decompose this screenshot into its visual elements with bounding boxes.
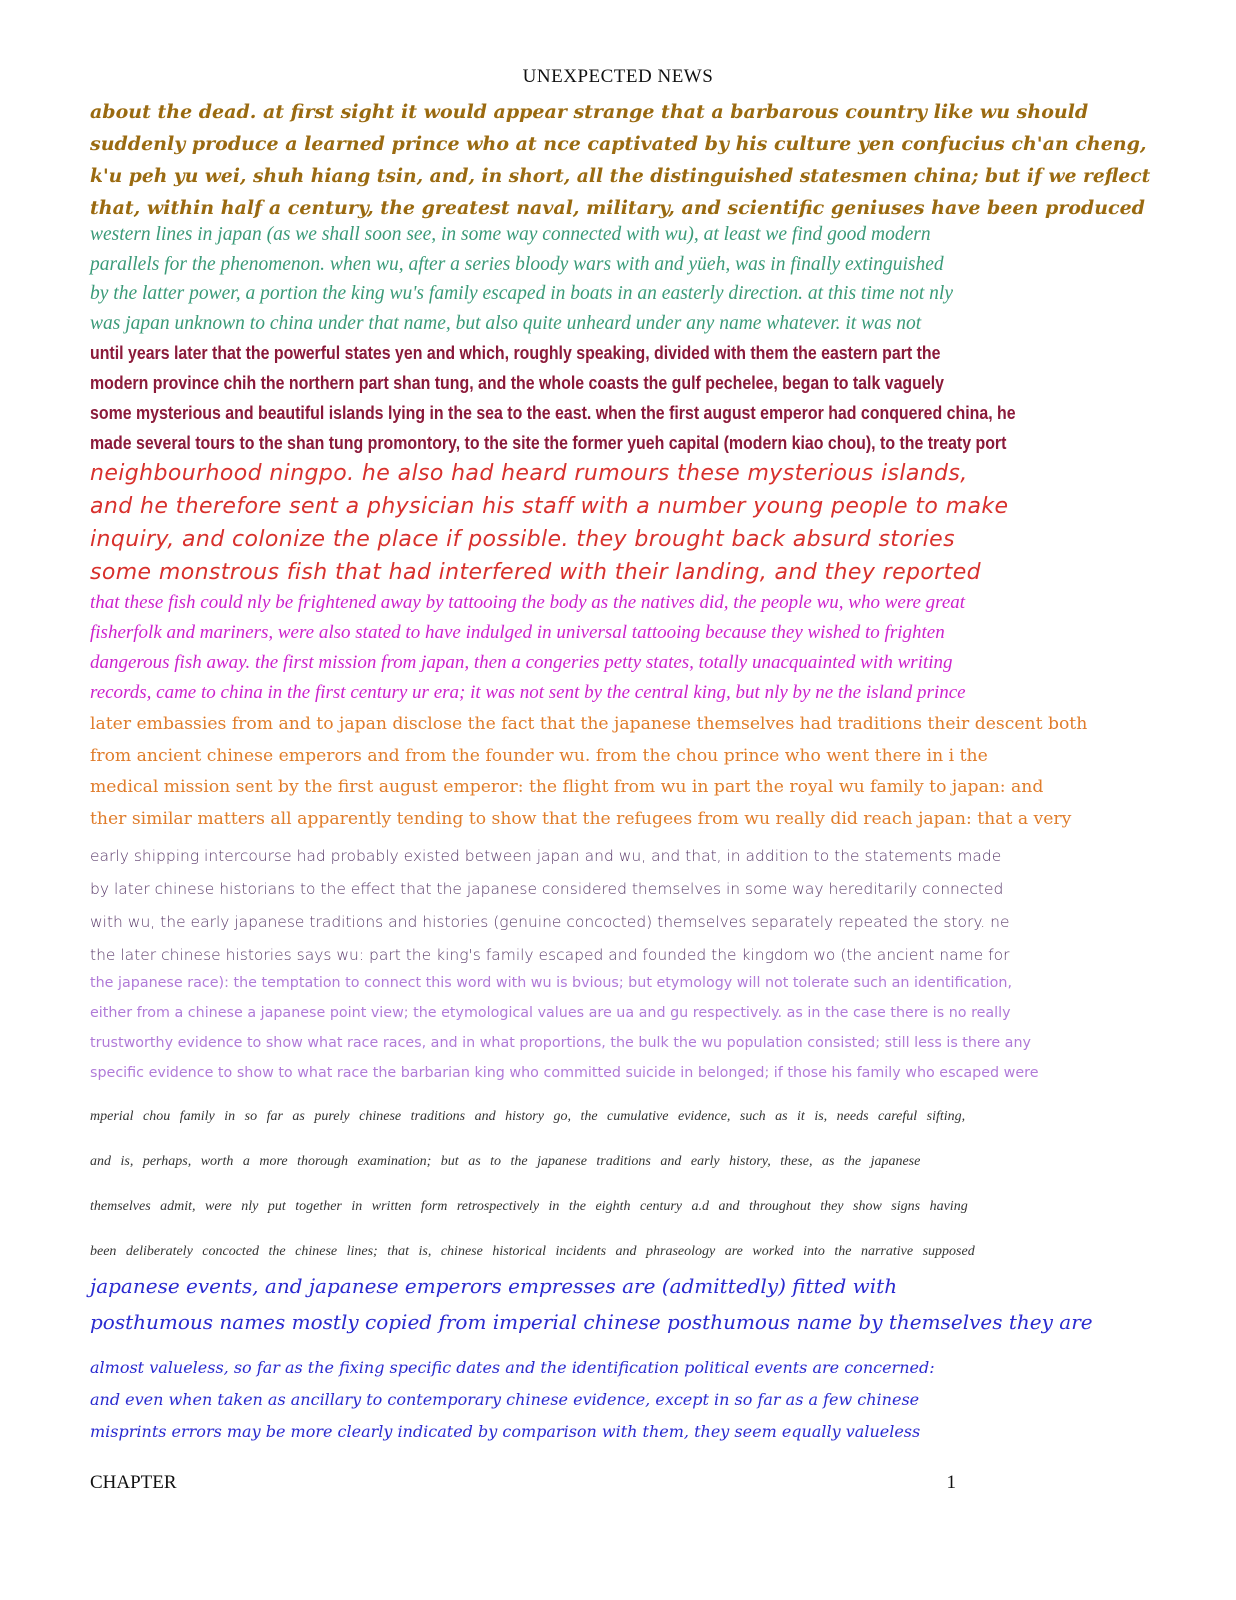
text-line: the japanese race): the temptation to connect this word with wu is bvious; but etymology will not tolerate such an identification, — [90, 975, 1013, 991]
text-line: medical mission sent by the first august emperor: the flight from wu in part the royal wu family to japan: and — [90, 777, 1044, 797]
page-number: 1 — [946, 1472, 956, 1493]
text-line: dangerous fish away. the first mission from japan, then a congeries petty states, totally unacquainted with writing — [90, 652, 953, 673]
running-header: UNEXPECTED NEWS — [522, 66, 714, 87]
text-line: by later chinese historians to the effect that the japanese considered themselves in some way hereditarily connected — [90, 880, 1004, 898]
text-line: k'u peh yu wei, shuh hiang tsin, and, in short, all the distinguished statesmen china; but if we reflect — [90, 165, 1151, 187]
text-line: misprints errors may be more clearly indicated by comparison with them, they seem equally valueless — [90, 1422, 921, 1441]
paragraph-block-11 — [90, 1352, 1150, 1448]
text-line: been deliberately concocted the chinese lines; that is, chinese historical incidents and phraseology are worked into the narrative supposed — [90, 1244, 975, 1259]
text-line: with wu, the early japanese traditions and histories (genuine concocted) themselves separately repeated the story. ne — [90, 913, 1010, 931]
paragraph-block-2 — [90, 220, 1150, 338]
text-line: was japan unknown to china under that name, but also quite unheard under any name whatever. it was not — [90, 312, 922, 334]
paragraph-block-1 — [90, 96, 1150, 224]
text-line: neighbourhood ningpo. he also had heard rumours these mysterious islands, — [90, 461, 968, 486]
text-line: until years later that the powerful states yen and which, roughly speaking, divided with them the eastern part the — [90, 342, 941, 363]
paragraph-block-7 — [90, 840, 1150, 972]
text-line: some mysterious and beautiful islands lying in the sea to the east. when the first august emperor had conquered china, he — [90, 402, 1016, 423]
text-line: from ancient chinese emperors and from the founder wu. from the chou prince who went there in i the — [90, 745, 988, 766]
text-line: by the latter power, a portion the king wu's family escaped in boats in an easterly direction. at this time not nly — [90, 283, 953, 304]
text-line: suddenly produce a learned prince who at nce captivated by his culture yen confucius ch'an cheng, — [90, 133, 1147, 155]
text-line: early shipping intercourse had probably existed between japan and wu, and that, in addition to the statements made — [90, 847, 1002, 865]
text-line: fisherfolk and mariners, were also stated to have indulged in universal tattooing because they wished to frighten — [90, 622, 945, 643]
text-line: western lines in japan (as we shall soon see, in some way connected with wu), at least we find good modern — [90, 224, 931, 245]
paragraph-block-10 — [90, 1268, 1150, 1340]
text-line: about the dead. at first sight it would appear strange that a barbarous country like wu should — [90, 101, 1089, 123]
text-line: trustworthy evidence to show what race races, and in what proportions, the bulk the wu population consisted; still less is there any — [90, 1035, 1031, 1051]
text-line: almost valueless, so far as the fixing specific dates and the identification political events are concerned: — [90, 1358, 935, 1377]
text-line: and is, perhaps, worth a more thorough examination; but as to the japanese traditions and early history, these, as the japanese — [90, 1154, 921, 1169]
paragraph-block-6 — [90, 709, 1150, 835]
paragraph-block-9 — [90, 1094, 1150, 1274]
footer-chapter-label: CHAPTER — [90, 1472, 177, 1493]
text-line: themselves admit, were nly put together in written form retrospectively in the eighth century a.d and throughout they show signs having — [90, 1199, 968, 1214]
paragraph-block-5 — [90, 588, 1150, 708]
text-line: inquiry, and colonize the place if possible. they brought back absurd stories — [90, 527, 955, 552]
text-line: either from a chinese a japanese point view; the etymological values are ua and gu respectively. as in the case there is no really — [90, 1005, 1011, 1021]
paragraph-block-3 — [90, 338, 1156, 458]
text-line: that, within half a century, the greatest naval, military, and scientific geniuses have been produced — [90, 197, 1145, 219]
text-line: the later chinese histories says wu: part the king's family escaped and founded the kingdom wo (the ancient name for — [90, 946, 1010, 964]
text-line: later embassies from and to japan disclose the fact that the japanese themselves had traditions their descent both — [90, 714, 1088, 734]
paragraph-block-8 — [90, 968, 1150, 1088]
paragraph-block-4 — [90, 457, 1150, 589]
text-line: japanese events, and japanese emperors empresses are (admittedly) fitted with — [90, 1274, 898, 1298]
text-line: made several tours to the shan tung promontory, to the site the former yueh capital (modern kiao chou), to the treaty port — [90, 432, 1007, 453]
text-line: and he therefore sent a physician his staff with a number young people to make — [90, 494, 1009, 519]
text-line: records, came to china in the first century ur era; it was not sent by the central king, but nly by ne the island prince — [90, 682, 966, 703]
text-line: mperial chou family in so far as purely chinese traditions and history go, the cumulative evidence, such as it is, needs careful sifting, — [90, 1109, 966, 1124]
text-line: modern province chih the northern part shan tung, and the whole coasts the gulf pechelee, began to talk vaguely — [90, 372, 944, 393]
text-line: specific evidence to show to what race the barbarian king who committed suicide in belonged; if those his family who escaped were — [90, 1065, 1039, 1081]
text-line: posthumous names mostly copied from imperial chinese posthumous name by themselves they are — [90, 1310, 1093, 1334]
text-line: some monstrous fish that had interfered with their landing, and they reported — [90, 560, 982, 585]
text-line: ther similar matters all apparently tending to show that the refugees from wu really did reach japan: that a very — [90, 808, 1072, 829]
text-line: and even when taken as ancillary to contemporary chinese evidence, except in so far as a few chinese — [90, 1390, 920, 1409]
text-line: parallels for the phenomenon. when wu, after a series bloody wars with and yüeh, was in finally extinguished — [90, 253, 944, 275]
text-line: that these fish could nly be frightened away by tattooing the body as the natives did, the people wu, who were great — [90, 592, 966, 613]
